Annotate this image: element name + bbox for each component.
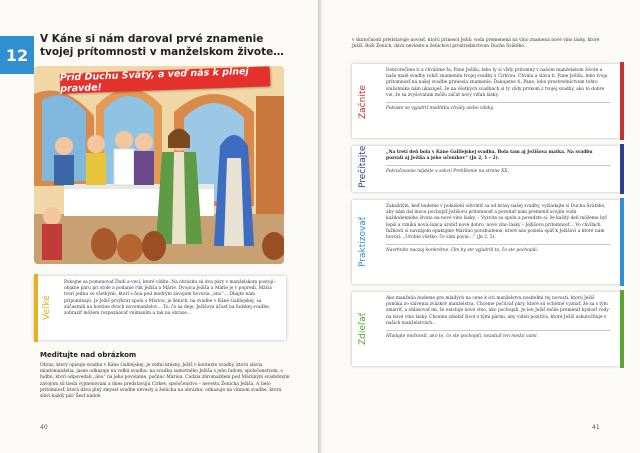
- card-label: Praktizovať: [358, 216, 368, 268]
- card-zacnite: [352, 64, 620, 138]
- right-page: [322, 0, 640, 453]
- card-text: „Na tretí deň bola v Káne Galilejskej svadba. Bola tam aj Ježišova matka. Na svadbu pozvali aj Ježiša a jeho učeníkov“ (Jn 2, 1 – 2).: [386, 150, 593, 162]
- card-label: Prečítajte: [358, 145, 368, 188]
- card-body: [386, 150, 610, 176]
- illustration-banner: Príď Duchu Svätý, a veď nás k plnej pravde!: [60, 66, 271, 93]
- meditate-text: Obraz, ktorý opisuje svadbu v Káne Galilejskej, je veľmi krásny. Ježiš v kontexte svadby, ktorú slávia mladomanželia, jasne odkazuje na veľkú svadbu: na svadbu samotného Ježiša s jeho ľudom, spoločenstvom, s ľuďmi, ktorí odpovedali „áno“ na jeho povolanie, počnúc Máriou. Cudzia zhromaždení pod Máriiným svadobným závojom sú tieda vyjmenovaní a dnes predstavujú Cirkev, spoločenstvo – nevestu Ženícha Ježiša. A tieto prítomnosť, ktorá dáva plný zmysel svadbe nevesty a ženícha na obrázku, odkazuje na vínnom svadbe, ktorú slávi každý pár. Šesť nádob: [40, 363, 290, 400]
- verse-box: [34, 276, 286, 340]
- card-note: Pokúste sa vyjadriť modlitbu chvály alebo vďaky.: [386, 106, 494, 112]
- card-body: [386, 204, 610, 254]
- card-praktizovat: [352, 200, 620, 284]
- page-number-right: 41: [592, 424, 600, 431]
- card-body: [386, 68, 610, 112]
- chapter-number: 12: [0, 36, 34, 74]
- wedding-illustration: [34, 66, 284, 264]
- card-text: Dobrorečíme ti a chválime ťa, Pane Ježišu, lebo ty si vždy prítomný v našom manželskom živote a naše malé svadby robíš znamením tvojej svadby s Cirkvou. Chvála a sláva ti, Pane Ježišu, lebo tvoja prítomnosť na našej svadbe priniesla znamenie. Ďakujeme ti, Pane, lebo prostredníctvom tohto služobníka nám ukazuješ, že na všetkých svadbách si ty vždy prvkom z tvojej svadby, ako to dobre vie, že sa zvyšovaním môžu začať nový vzťah lásky.: [386, 68, 608, 98]
- verse-label: Veľké: [42, 295, 52, 321]
- card-text: Ako manželia budeme pre mladých na cene k ich manželstvu nositeľmi tej novosti, ktorú Ježiš ponúka zo slávenia zväzkov manželstva. Chceme počúvať páry, ktoré sú ochotné vyznať, že sa s tým zmieriť, a ohlasovať im, že existuje nové víno, ako pochopili. Je len Ježiš môže premeniť kyslosť vody na nové víno lásky. Chceme zdieľať život s tými pármi, aby videli pozitíva, ktoré Ježiš uskutočňuje v našich manželstvách…: [386, 296, 609, 326]
- page-number-left: 40: [40, 424, 48, 431]
- card-accent-bar: [620, 198, 624, 286]
- card-precitajte: [352, 146, 620, 192]
- card-label: Zdieľať: [358, 312, 368, 346]
- card-divider: [386, 102, 610, 103]
- wedding-scene-image: [34, 66, 284, 264]
- card-divider: [386, 330, 610, 331]
- card-accent-bar: [620, 290, 624, 368]
- intro-text: v skutočnosti predstavuje novosť, ktorú prinesol Ježiš: voda premenená na víno znamená nové víno lásky, ktoré Ježiš, Boží Ženích, dáva nevieste a ženíchovi prostredníctvom Ducha Svätého.: [352, 38, 600, 50]
- verse-accent-bar: [34, 274, 38, 342]
- card-text: Zakaždým, keď budeme v pokušení odvrátiť sa od krásy našej svadby, vyžiadajte si Ducha Svätého, aby nám dal mocu pochopiť Ježišovu prítomnosť a povedať nám premeniť svojím vodu každodenného života na nové víno lásky. – Vyzvite sa spolu a povedzte si, že každý deň môžeme byť lepší a vzniká nová šanca urobiť nové dobro, nové víno lásky – Ježišovu prítomnosť… Vo chvíľach ťažkostí si navzájom opakujme Máriino povzbudenie, ktoré nás posiela späť k Ježišovi a ktoré nám hovorí: „Urobte všetko, čo vám povie…“ (Jn 2, 5).: [386, 204, 608, 241]
- left-page: [0, 0, 318, 453]
- card-note: Pokračovanie nájdete v sekcii Prehĺbenie na strane XX.: [386, 169, 509, 175]
- card-divider: [386, 244, 610, 245]
- card-divider: [386, 165, 610, 166]
- card-note: Hľadajte možnosti, ako to, čo ste pochopili, nezatiaľ len medzi vami.: [386, 334, 539, 340]
- verse-text: Pokojne sa pomenovať Ďudi a veci, ktoré vidíte. Na obrázku sú dva páry v manželskom postojí: objatie páru pri stole a podanie rúk Ježiša a Márie. Dvojica Ježiša a Márie je v popredí. Mária tvorí jednu so všetkými, ktorí s ňou pod modrým závojom hovoria „áno“… Dbajte nám prípomínajú. Je Ježiš prvýkrát spolu s Máriou, je ženich, na svadbe v Káne Galilejskej, sa zúčastnili na hostine dvoch novomanželov… To, čo sa deje, Ježišova účasť na ľudskej svadbe, zobraziť môžem rozpoznávať vnímaním a tak na obraze…: [64, 280, 275, 317]
- card-note: Navrhnite naozaj konkrétne, čím by ste vyjadrili to, čo ste pochopili.: [386, 248, 539, 254]
- card-accent-bar: [620, 144, 624, 194]
- card-label: Začnite: [358, 85, 368, 119]
- card-zdielat: [352, 292, 620, 366]
- meditate-heading: Meditujte nad obrázkom: [40, 351, 137, 359]
- card-body: [386, 296, 610, 340]
- chapter-title: V Káne si nám daroval prvé znamenie tvojej prítomnosti v manželskom živote…: [40, 33, 284, 58]
- card-accent-bar: [620, 62, 624, 140]
